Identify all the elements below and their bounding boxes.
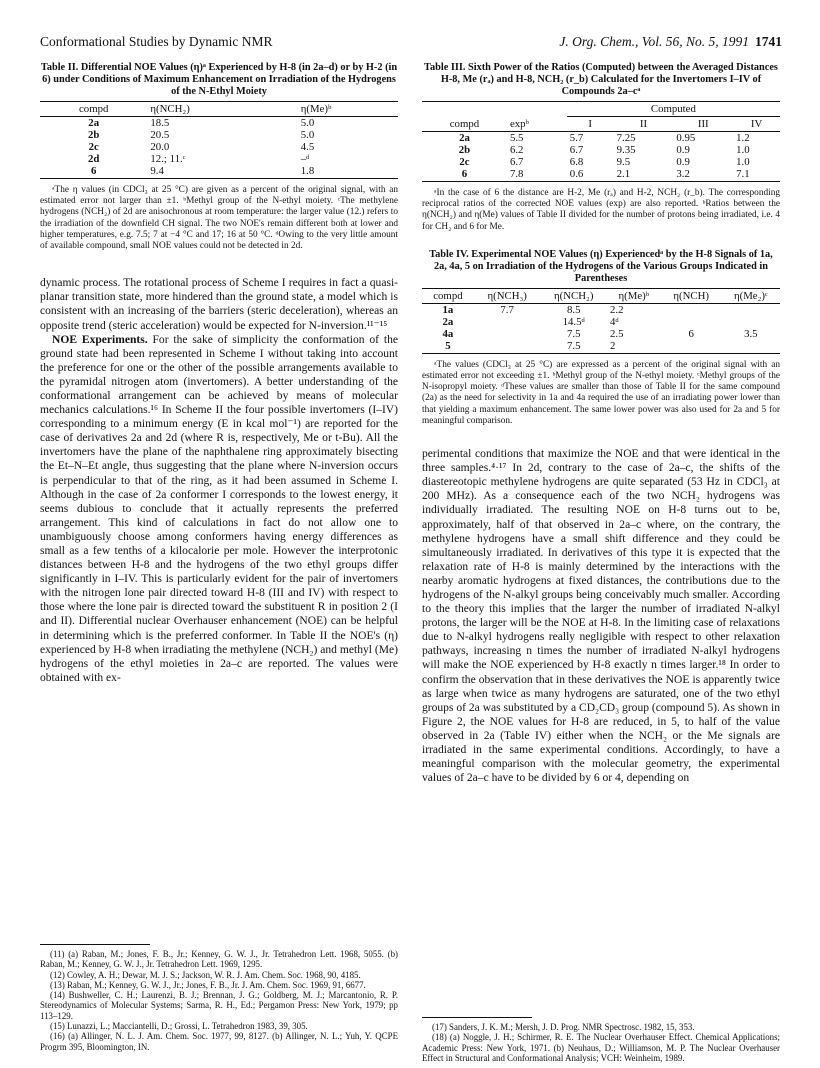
table-cell: 1.0 — [736, 156, 750, 168]
table-cell: 14.5ᵈ — [562, 315, 585, 328]
table-cell: 1a — [442, 303, 454, 316]
table-cell — [661, 316, 722, 328]
table-cell: 6 — [40, 165, 147, 179]
table-cell: 4ᵈ — [610, 315, 619, 328]
table-4-caption: Table IV. Experimental NOE Values (η) Experiencedᵃ by the H-8 Signals of 1a, 2a, 4a, 5 on Irradiation of the Hydrogens of the Various Groups Indicated in Parentheses — [429, 248, 773, 284]
table-cell: 6.7 — [569, 144, 584, 156]
table-cell: 4a — [442, 327, 454, 340]
table-4-header: η(NCH₂) — [540, 288, 607, 303]
table-cell: 1.2 — [736, 132, 750, 144]
table-2-header: η(NCH₂) — [147, 102, 297, 117]
table-4 — [422, 288, 780, 354]
table-2 — [40, 101, 398, 179]
table-cell: 12.; 11.ᶜ — [150, 153, 186, 165]
table-row — [422, 168, 780, 182]
table-cell — [474, 340, 541, 354]
right-column — [422, 62, 780, 1063]
table-cell: 1.0 — [736, 144, 750, 156]
table-cell: 9.5 — [616, 156, 631, 168]
table-3 — [422, 101, 780, 182]
table-cell: 6.7 — [509, 156, 524, 168]
reference-item: (14) Bushweller, C. H.; Laurenzi, B. J.; Brennan, J. G.; Goldberg, M. J.; Marcantonio, R. P. Stereodynamics of Molecular Systems; Sarma, R. H., Ed.; Pergamon Press: New York, 1979; pp 113–129. — [40, 990, 398, 1021]
table-cell: 8.5 — [566, 303, 581, 316]
table-cell: 6 — [688, 327, 694, 340]
table-row — [422, 132, 780, 145]
table-cell: 1.8 — [298, 165, 398, 179]
table-cell: 7.5 — [566, 327, 581, 340]
table-cell: 6.8 — [569, 156, 584, 168]
table-cell: 3.5 — [744, 327, 758, 340]
footnote-text: ᵃIn the case of 6 the distance are H-2, Me (rₐ) and H-2, NCH₂ (r_b). The corresponding reciprocal ratios of the corrected NOE values (exp) are also reported. ᵇRatios between the η(NCH₂) and η(Me) values of Table II divided for the number of protons being irradiated, i.e. 4 for CH₂ and 6 for Me. — [422, 188, 780, 232]
table-row — [422, 328, 780, 340]
table-4-header: η(Me)ᵇ — [607, 288, 661, 303]
table-row — [40, 141, 398, 153]
table-4-header: η(NCH₃) — [474, 288, 541, 303]
table-cell: 9.4 — [147, 165, 297, 179]
table-cell: 0.6 — [567, 168, 614, 182]
reference-item: (18) (a) Noggle, J. H.; Schirmer, R. E. The Nuclear Overhauser Effect. Chemical Applications; Academic Press: New York, 1971. (b) Neuhaus, D.; Williamson, M. P. The Nuclear Overhauser Effect in Structural and Conformational Analysis; VCH: Weinheim, 1989. — [422, 1032, 780, 1063]
reference-item: (13) Raban, M.; Kenney, G. W. J., Jr.; Jones, F. B., Jr. J. Am. Chem. Soc. 1969, 91, 6677. — [50, 979, 366, 990]
table-cell — [722, 316, 780, 328]
running-header-journal — [559, 34, 782, 50]
table-cell: 5.5 — [509, 132, 524, 144]
table-3-header: II — [614, 117, 674, 132]
table-cell: 0.95 — [676, 132, 696, 144]
table-cell: 7.25 — [616, 132, 636, 144]
table-cell — [661, 303, 722, 316]
table-cell: 2b — [458, 144, 471, 156]
table-3-caption: Table III. Sixth Power of the Ratios (Computed) between the Averaged Distances H-8, Me (rₐ) and H-8, NCH₂ (r_b) Calculated for the Invertomers I–IV of Compounds 2a–cᵃ — [424, 62, 778, 97]
page-number: 1741 — [755, 34, 782, 49]
reference-item: (12) Cowley, A. H.; Dewar, M. J. S.; Jackson, W. R. J. Am. Chem. Soc. 1968, 90, 4185. — [50, 969, 361, 980]
body-paragraph — [40, 333, 398, 685]
table-row — [40, 129, 398, 141]
table-cell — [722, 340, 780, 354]
table-4-header: η(Me₂)ᶜ — [722, 288, 780, 303]
running-header-title: Conformational Studies by Dynamic NMR — [40, 34, 273, 49]
body-paragraph-text: For the sake of simplicity the conformation of the ground state had been represented in Scheme I without taking into account the preference for one or the other of the possible arrangements available to the pyramidal nitrogen atom (invertomers). A better understanding of the conformational arrangement can be achieved by means of molecular mechanics calculations.¹⁶ In Scheme II the four possible invertomers (I–IV) corresponding to a minimum energy (E in kcal mol⁻¹) are reported for the case of derivatives 2a and 2d (where R is, respectively, Me or t-Bu). All the invertomers have the plane of the naphthalene ring approximately bisecting the Et–N–Et angle, thus suggesting that the plane where N-inversion occurs is perpendicular to that of the ring, as it had been assumed in Scheme I. Although in the case of 2a conformer I corresponds to the lowest energy, it seems dubious to conclude that it actually represents the preferred arrangement. This kind of calculations in fact do not allow one to unambiguously choose among conformers having energy differences as small as a few tenths of a kilocalorie per mole. However the interprotonic distances between H-8 and the hydrogens of the two ethyl groups differ significantly in I–IV. This is particularly evident for the pair of invertomers with the nitrogen lone pair directed toward H-8 (III and IV) with respect to those where the lone pair is directed toward the substituent R in position 2 (I and II). Differential nuclear Overhauser enhancement (NOE) can be helpful in determining which is the preferred conformer. In Table II the NOE's (η) experienced by H-8 when irradiating the methylene (NCH₂) and methyl (Me) hydrogens of the ethyl moieties in 2a–c are reported. The values were obtained with ex- — [40, 333, 398, 684]
section-heading: NOE Experiments. — [52, 333, 148, 346]
left-column — [40, 62, 398, 1052]
table-cell: 2a — [442, 315, 454, 328]
table-cell: 2b — [87, 129, 100, 141]
left-references — [40, 944, 398, 1052]
table-3-header: III — [673, 117, 733, 132]
journal-citation: J. Org. Chem., Vol. 56, No. 5, 1991 — [559, 34, 749, 49]
table-cell: –ᵈ — [300, 153, 310, 165]
table-cell — [661, 340, 722, 354]
table-row — [422, 340, 780, 354]
table-2-footnote — [40, 185, 398, 252]
table-4-header: compd — [422, 288, 474, 303]
reference-item: (11) (a) Raban, M.; Jones, F. B., Jr.; Kenney, G. W. J., Jr. Tetrahedron Lett. 1968, 5055. (b) Raban, M.; Kenney, G. W. J., Jr. Tetrahedron Lett. 1969, 1295. — [40, 949, 398, 970]
table-cell: 0.9 — [676, 156, 690, 168]
table-cell: 9.35 — [616, 144, 636, 156]
table-cell: 6 — [422, 168, 507, 182]
table-cell: 7.8 — [507, 168, 567, 182]
left-body-text — [40, 276, 398, 685]
table-3-spacer — [422, 102, 567, 117]
footnote-rule — [40, 944, 150, 945]
table-cell: 20.0 — [150, 141, 170, 153]
table-cell — [722, 303, 780, 316]
table-cell: 7.1 — [733, 168, 780, 182]
body-paragraph: dynamic process. The rotational process of Scheme I requires in fact a quasi-planar transition state, more hindered than the ground state, a model which is consistent with an increasing of the barriers (steric deceleration), whereas an opposite trend (steric acceleration) would be expected for N-inversion.¹¹⁻¹⁵ — [40, 277, 398, 332]
table-cell: 5.0 — [300, 117, 315, 129]
table-row — [422, 144, 780, 156]
reference-item: (17) Sanders, J. K. M.; Mersh, J. D. Prog. NMR Spectrosc. 1982, 15, 353. — [432, 1022, 695, 1032]
table-cell: 2c — [88, 141, 99, 153]
table-cell: 2.2 — [610, 303, 624, 316]
table-cell: 0.9 — [676, 144, 690, 156]
table-cell: 4.5 — [300, 141, 315, 153]
right-references — [422, 1017, 780, 1063]
table-3-header: I — [567, 117, 614, 132]
table-3-header: IV — [733, 117, 780, 132]
table-cell — [474, 328, 541, 340]
table-cell — [474, 316, 541, 328]
footnote-text: ᵃThe η values (in CDCl₃ at 25 °C) are given as a percent of the original signal, with an estimated error not larger than ±1. ᵇMethyl group of the N-ethyl moiety. ᶜThe methylene hydrogens (NCH₂) of 2d are anisochronous at room temperature: the larger value (12.) refers to the irradiation of the downfield CH signal. The two NOE's remain different both at lower and higher temperatures, e.g. 7.5; 7 at −4 °C and 17; 16 at 50 °C. ᵈOwing to the very little amount of available compound, small NOE values could not be detected in 2d. — [40, 185, 398, 252]
right-body-text — [422, 447, 780, 785]
table-2-caption: Table II. Differential NOE Values (η)ᵃ Experienced by H-8 (in 2a–d) or by H-2 (in 6) under Conditions of Maximum Enhancement on Irradiation of the Hydrogens of the N-Ethyl Moiety — [40, 62, 398, 97]
table-2-header: compd — [40, 102, 147, 117]
table-cell: 2d — [87, 153, 100, 165]
table-cell: 18.5 — [150, 117, 170, 129]
table-row — [40, 117, 398, 130]
table-row — [422, 303, 780, 316]
footnote-text: ᵃThe values (CDCl₃ at 25 °C) are expressed as a percent of the original signal with an estimated error not exceeding ±1. ᵇMethyl group of the N-ethyl moiety. ᶜMethyl groups of the N-isopropyl moiety. ᵈThese values are smaller than those of Table II for the same compound (2a) as the need for selectivity in 1a and 4a required the use of an irradiating power lower than that yielding a maximum enhancement. The same lower power was also used for 2a and 5 for meaningful comparison. — [422, 359, 780, 426]
table-cell: 20.5 — [150, 129, 170, 141]
table-cell: 7.5 — [540, 340, 607, 354]
table-cell: 2a — [459, 132, 470, 144]
footnote-rule — [422, 1017, 532, 1018]
table-cell: 2.5 — [610, 327, 624, 340]
table-row — [40, 153, 398, 165]
table-cell: 5 — [422, 340, 474, 354]
body-paragraph: perimental conditions that maximize the NOE and that were identical in the three samples.⁴·¹⁷ In 2d, contrary to the case of 2a–c, the shifts of the diastereotopic methylene hydrogens are quite separated (53 Hz in CDCl₃ at 200 MHz). As a consequence each of the two NCH₂ hydrogens was individually irradiated. The resulting NOE on H-8 turns out to be, approximately, half of that observed in 2a–c where, on the contrary, the methylene hydrogens have a small shift difference and they could be simultaneously irradiated. In derivatives of this type it is expected that the relaxation rate of H-8 is mainly determined by the interactions with the nearby aromatic hydrogens at fixed distances, the contributions due to the hydrogens of the N-alkyl groups being conceivably much smaller. According to the theory this implies that the larger the number of irradiated N-alkyl protons, the larger will be the NOE at H-8. In the limiting case of relaxations due to N-alkyl hydrogens really negligible with respect to other relaxation pathways, increasing n times the number of irradiated N-alkyl hydrogens will make the NOE experienced by H-8 exactly n times larger.¹⁸ In order to confirm the observation that in these derivatives the NOE is apparently twice as large when twice as many hydrogens are saturated, one of the two ethyl groups of 2a was substituted by a CD₂CD₃ group (compound 5). As shown in Figure 2, the NOE values for H-8 are reduced, in 5, to half of the value observed in 2a (Table IV) either when the NCH₂ or the Me signals are irradiated in the same experimental conditions. Accordingly, to have a meaningful comparison with the molecular geometry, the experimental values of 2a–c have to be divided by 6 or 4, depending on — [422, 448, 780, 785]
reference-item: (15) Lunazzi, L.; Macciantelli, D.; Grossi, L. Tetrahedron 1983, 39, 305. — [50, 1021, 308, 1032]
table-4-header: η(NCH) — [661, 288, 722, 303]
table-row — [40, 165, 398, 179]
table-cell: 5.7 — [569, 132, 584, 144]
table-3-footnote — [422, 188, 780, 233]
table-cell: 2a — [88, 117, 100, 129]
table-3-group-header: Computed — [567, 102, 780, 117]
table-2-header: η(Me)ᵇ — [298, 102, 398, 117]
table-3-header: expᵇ — [507, 117, 567, 132]
table-cell: 2.1 — [614, 168, 674, 182]
table-row — [422, 316, 780, 328]
reference-item: (16) (a) Allinger, N. L. J. Am. Chem. Soc. 1977, 99, 8127. (b) Allinger, N. L.; Yuh, Y. QCPE Progrm 395, Bloomington, IN. — [40, 1031, 398, 1052]
table-cell: 2c — [459, 156, 470, 168]
table-cell: 7.7 — [500, 303, 514, 316]
table-cell: 3.2 — [673, 168, 733, 182]
table-cell: 2 — [607, 340, 661, 354]
table-cell: 6.2 — [509, 144, 524, 156]
table-4-footnote — [422, 360, 780, 427]
table-3-header: compd — [422, 117, 507, 132]
table-cell: 5.0 — [300, 129, 315, 141]
table-row — [422, 156, 780, 168]
